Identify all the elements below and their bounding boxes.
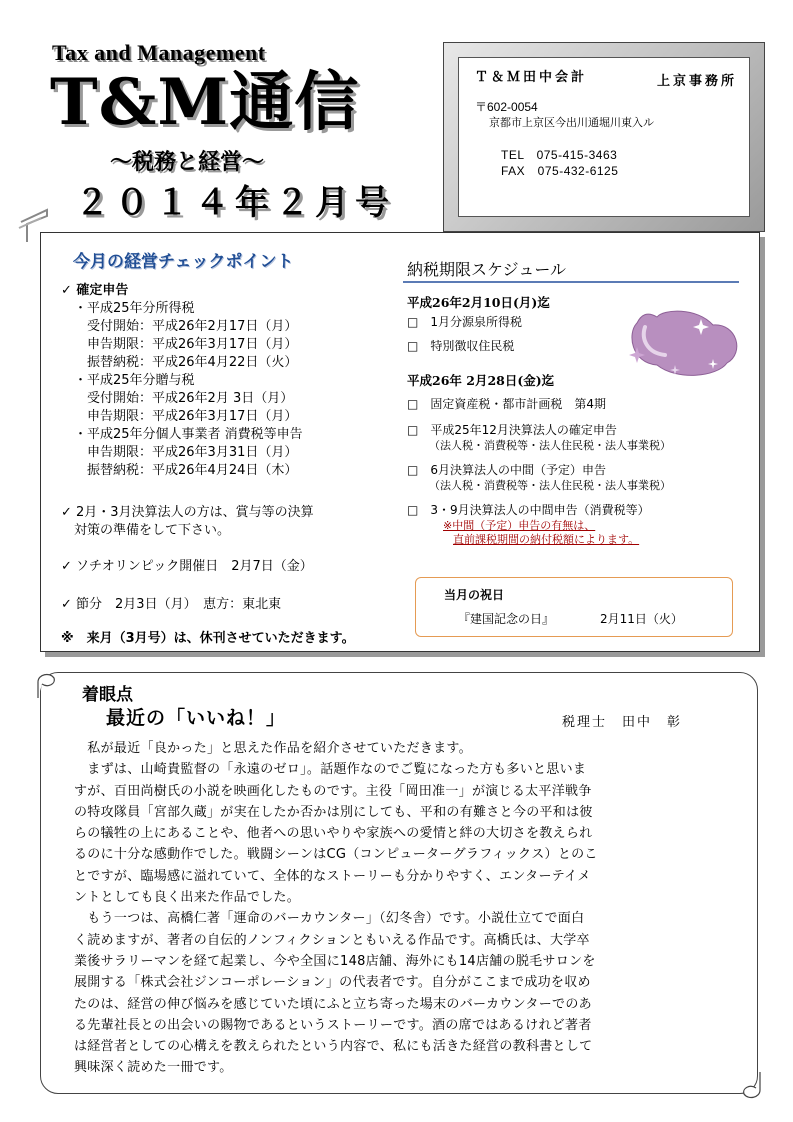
scroll-curl-icon bbox=[732, 1068, 768, 1104]
office-name: Ｔ＆Ｍ田中会計 bbox=[475, 69, 588, 84]
article-line: とですが、臨場感に溢れていて、全体的なストーリーも分かりやすく、エンターテイメ bbox=[74, 868, 591, 884]
checkpoint-line: ・平成25年分贈与税 bbox=[61, 373, 195, 388]
article-author: 税理士 田中 彰 bbox=[562, 715, 683, 730]
checkpoint-line: 受付開始：平成26年2月 3日（月） bbox=[61, 391, 294, 406]
holiday-date: 2月11日（火） bbox=[600, 612, 683, 626]
holiday-title: 当月の祝日 bbox=[444, 588, 505, 602]
issue-label: ２０１４年２月号 bbox=[75, 183, 395, 223]
article-line: く読めますが、著者の自伝的ノンフィクションともいえる作品です。高橋氏は、大学卒 bbox=[74, 932, 590, 948]
checkpoint-line: 申告期限：平成26年3月31日（月） bbox=[61, 445, 298, 460]
checkpoint-line: 申告期限：平成26年3月17日（月） bbox=[61, 337, 298, 352]
article-line: の特攻隊員「宮部久蔵」が実在したか否かは別にしても、平和の有難さと今の平和は彼 bbox=[74, 804, 593, 820]
masthead-subtitle: ～税務と経営～ bbox=[110, 149, 265, 175]
article-title: 最近の「いいね！」 bbox=[106, 707, 287, 729]
checkpoint-line: 振替納税：平成26年4月22日（火） bbox=[61, 355, 298, 370]
checkpoint-line: ✓ 2月・3月決算法人の方は、賞与等の決算 bbox=[61, 505, 314, 520]
article-line: 興味深く読めた一冊です。 bbox=[74, 1060, 233, 1076]
schedule-item: □ 1月分源泉所得税 bbox=[407, 315, 522, 329]
article-body bbox=[74, 738, 724, 1079]
schedule-warning: ※中間（予定）申告の有無は、 bbox=[443, 519, 596, 532]
holiday-name: 『建国記念の日』 bbox=[458, 612, 555, 626]
checkpoint-line: 対策の準備をして下さい。 bbox=[61, 523, 231, 538]
schedule-note: （法人税・消費税等・法人住民税・法人事業税） bbox=[429, 439, 671, 452]
deadline-heading: 平成26年 2月28日(金)迄 bbox=[407, 373, 555, 388]
deadline-heading: 平成26年2月10日(月)迄 bbox=[407, 295, 550, 310]
schedule-item: □ 特別徴収住民税 bbox=[407, 339, 515, 353]
article-line: 展開する「株式会社ジンコーポレーション」の代表者です。自分がここまで成功を収め bbox=[74, 975, 591, 991]
article-line: すが、百田尚樹氏の小説を映画化したものです。主役「岡田准一」が演じる太平洋戦争 bbox=[74, 783, 592, 799]
checkpoint-line: 受付開始：平成26年2月17日（月） bbox=[61, 319, 298, 334]
office-info-inner bbox=[458, 57, 750, 217]
article-line: るのに十分な感動作でした。戦闘シーンはCG（コンピューターグラフィックス）とのこ bbox=[74, 847, 598, 863]
schedule-item: □ 6月決算法人の中間（予定）申告 bbox=[407, 463, 606, 477]
checkpoint-line: ・平成25年分個人事業者 消費税等申告 bbox=[61, 427, 303, 442]
article-kicker: 着眼点 bbox=[82, 685, 133, 705]
schedule-title: 納税期限スケジュール bbox=[407, 260, 567, 279]
office-branch: 上京事務所 bbox=[656, 73, 737, 88]
schedule-warning: 直前課税期間の納付税額によります。 bbox=[453, 533, 640, 546]
article-line: らの犠牲の上にあることや、他者への思いやりや家族への愛情と絆の大切さを教えられ bbox=[74, 826, 593, 842]
checkpoint-line: ・平成25年分所得税 bbox=[61, 301, 195, 316]
article-line: 私が最近「良かった」と思えた作品を紹介させていただきます。 bbox=[74, 741, 472, 756]
checkpoint-line: ✓ 確定申告 bbox=[61, 283, 129, 298]
checkpoint-line: 申告期限：平成26年3月17日（月） bbox=[61, 409, 298, 424]
schedule-item: □ 3・9月決算法人の中間申告（消費税等） bbox=[407, 503, 650, 517]
office-fax: FAX 075-432-6125 bbox=[501, 164, 619, 178]
article-line: まずは、山崎貴監督の「永遠のゼロ」。話題作なのでご覧になった方も多いと思いま bbox=[74, 762, 587, 778]
office-tel: TEL 075-415-3463 bbox=[501, 148, 618, 162]
office-info-box bbox=[443, 42, 765, 232]
office-address: 京都市上京区今出川通堀川東入ル bbox=[489, 117, 654, 129]
article-line: ントとしても良く出来た作品でした。 bbox=[74, 890, 301, 906]
schedule-note: （法人税・消費税等・法人住民税・法人事業税） bbox=[429, 479, 671, 492]
article-line: たのは、経営の伸び悩みを感じていた頃にふと立ち寄った場末のバーカウンターでのあ bbox=[74, 996, 592, 1012]
masthead-english: Tax and Management bbox=[52, 40, 266, 65]
holiday-box bbox=[415, 577, 733, 637]
schedule-divider bbox=[403, 281, 739, 283]
schedule-item: □ 平成25年12月決算法人の確定申告 bbox=[407, 423, 617, 437]
sparkle-cloud-icon bbox=[617, 303, 747, 383]
checkpoint-line: ✓ 節分 2月3日（月） 恵方：東北東 bbox=[61, 597, 282, 612]
article-line: る先輩社長との出会いの賜物であるというストーリーです。酒の席ではあるけれど著者 bbox=[74, 1017, 592, 1033]
article-line: は経営者としての心構えを教えられたという内容で、私にも活きた経営の教科書として bbox=[74, 1039, 593, 1055]
checkpoint-title: 今月の経営チェックポイント bbox=[73, 252, 294, 271]
schedule-item: □ 固定資産税・都市計画税 第4期 bbox=[407, 397, 606, 411]
office-zip: 〒602-0054 bbox=[475, 100, 538, 114]
scroll-curl-icon bbox=[30, 668, 66, 704]
notice-line: ※ 来月（3月号）は、休刊させていただきます。 bbox=[61, 631, 355, 646]
masthead-title: T&M通信 bbox=[50, 65, 360, 140]
checkpoint-line: 振替納税：平成26年4月24日（木） bbox=[61, 463, 298, 478]
main-content-box bbox=[40, 232, 760, 652]
article-line: もう一つは、高橋仁著「運命のバーカウンター」（幻冬舎）です。小説仕立てで面白 bbox=[74, 911, 585, 927]
article-line: 業後サラリーマンを経て起業し、今や全国に148店舗、海外にも14店舗の脱毛サロンを bbox=[74, 953, 596, 969]
checkpoint-line: ✓ ソチオリンピック開催日 2月7日（金） bbox=[61, 559, 313, 574]
